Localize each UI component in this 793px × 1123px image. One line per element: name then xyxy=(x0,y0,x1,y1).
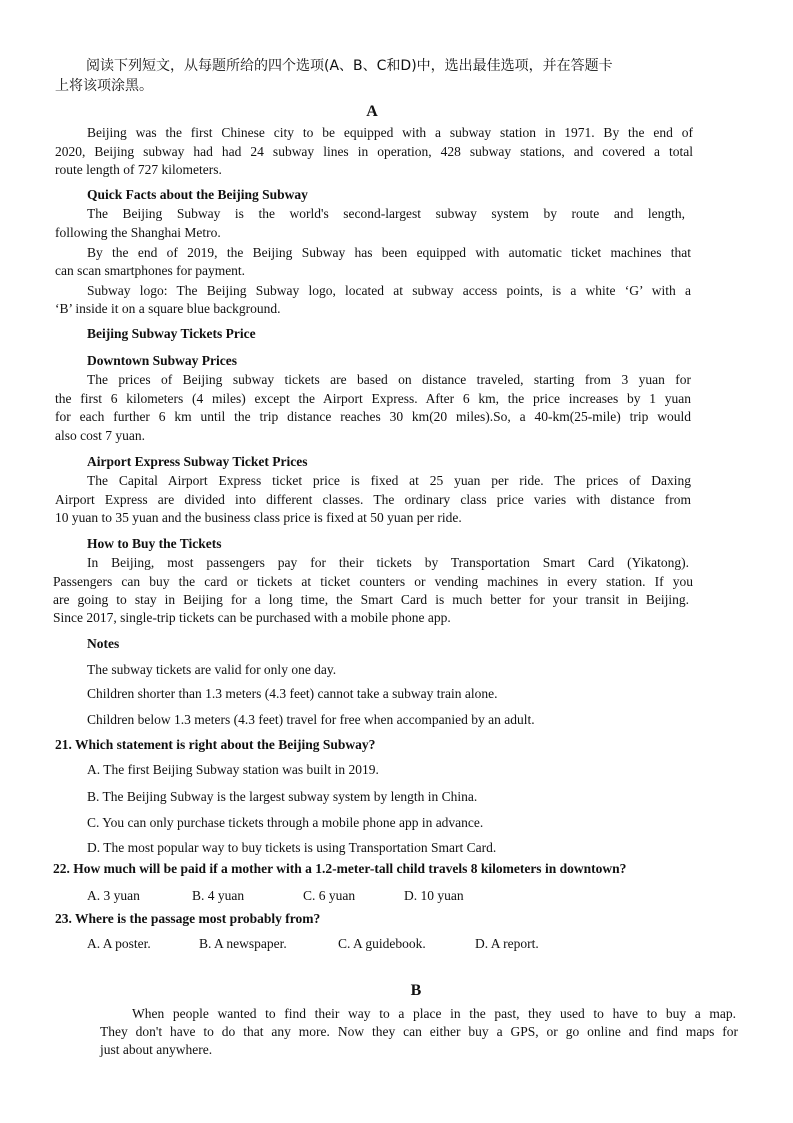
buy-line: In Beijing, most passengers pay for their tickets by Transportation Smart Card (Yikatong). xyxy=(87,555,689,570)
quick-facts-line: Subway logo: The Beijing Subway logo, located at subway access points, is a white ‘G’ with a xyxy=(87,283,691,298)
airport-line: 10 yuan to 35 yuan and the business class price is fixed at 50 yuan per ride. xyxy=(55,510,462,525)
quick-facts-line: can scan smartphones for payment. xyxy=(55,263,246,278)
question-22-option-a: A. 3 yuan xyxy=(87,888,140,903)
instructions-line-1: 阅读下列短文，从每题所给的四个选项(A、B、C和D)中，选出最佳选项，并在答题卡 xyxy=(86,58,613,74)
question-21-option-c: C. You can only purchase tickets through a mobile phone app in advance. xyxy=(87,815,484,830)
quick-facts-line: following the Shanghai Metro. xyxy=(55,225,221,240)
intro-line: Beijing was the first Chinese city to be equipped with a subway station in 1971. By the end of xyxy=(87,125,693,140)
question-22-option-c: C. 6 yuan xyxy=(303,888,356,903)
section-b-line: When people wanted to find their way to a place in the past, they used to have to buy a map. xyxy=(132,1006,736,1021)
downtown-line: The prices of Beijing subway tickets are based on distance traveled, starting from 3 yuan for xyxy=(87,372,691,387)
airport-heading: Airport Express Subway Ticket Prices xyxy=(87,454,308,469)
buy-heading: How to Buy the Tickets xyxy=(87,536,222,551)
section-b-line: just about anywhere. xyxy=(100,1042,213,1057)
downtown-heading: Downtown Subway Prices xyxy=(87,353,238,368)
intro-line: 2020, Beijing subway had had 24 subway lines in operation, 428 subway stations, and covered a total xyxy=(55,144,693,159)
section-b-title: B xyxy=(410,982,422,999)
intro-line: route length of 727 kilometers. xyxy=(55,162,222,177)
question-23-option-d: D. A report. xyxy=(475,936,539,951)
quick-facts-line: By the end of 2019, the Beijing Subway has been equipped with automatic ticket machines that xyxy=(87,245,691,260)
section-b-line: They don't have to do that any more. Now they can either buy a GPS, or go online and find maps for xyxy=(100,1024,738,1039)
quick-facts-line: The Beijing Subway is the world's second-largest subway system by route and length, xyxy=(87,206,685,221)
tickets-price-heading: Beijing Subway Tickets Price xyxy=(87,326,256,341)
question-23-option-c: C. A guidebook. xyxy=(338,936,426,951)
downtown-line: the first 6 kilometers (4 miles) except the Airport Express. After 6 km, the price increases by 1 yuan xyxy=(55,391,691,406)
section-a-title: A xyxy=(366,103,378,120)
note-item: Children shorter than 1.3 meters (4.3 feet) cannot take a subway train alone. xyxy=(87,686,498,701)
airport-line: Airport Express are divided into different classes. The ordinary class price varies with distance from xyxy=(55,492,691,507)
downtown-line: also cost 7 yuan. xyxy=(55,428,145,443)
note-item: The subway tickets are valid for only one day. xyxy=(87,662,337,677)
question-21-option-b: B. The Beijing Subway is the largest subway system by length in China. xyxy=(87,789,478,804)
question-21-option-d: D. The most popular way to buy tickets is using Transportation Smart Card. xyxy=(87,840,497,855)
airport-line: The Capital Airport Express ticket price is fixed at 25 yuan per ride. The prices of Daxing xyxy=(87,473,691,488)
quick-facts-line: ‘B’ inside it on a square blue background. xyxy=(55,301,281,316)
question-23-option-b: B. A newspaper. xyxy=(199,936,287,951)
buy-line: are going to stay in Beijing for a long time, the Smart Card is much better for your transit in Beijing. xyxy=(53,592,689,607)
question-22-stem: 22. How much will be paid if a mother with a 1.2-meter-tall child travels 8 kilometers in downtown? xyxy=(53,861,627,876)
question-23-option-a: A. A poster. xyxy=(87,936,151,951)
buy-line: Passengers can buy the card or tickets at ticket counters or vending machines in every station. If you xyxy=(53,574,693,589)
quick-facts-heading: Quick Facts about the Beijing Subway xyxy=(87,187,308,202)
question-23-stem: 23. Where is the passage most probably from? xyxy=(55,911,321,926)
question-21-option-a: A. The first Beijing Subway station was built in 2019. xyxy=(87,762,379,777)
buy-line: Since 2017, single-trip tickets can be purchased with a mobile phone app. xyxy=(53,610,451,625)
note-item: Children below 1.3 meters (4.3 feet) travel for free when accompanied by an adult. xyxy=(87,712,535,727)
question-22-option-b: B. 4 yuan xyxy=(192,888,245,903)
instructions-line-2: 上将该项涂黑。 xyxy=(55,78,153,94)
question-21-stem: 21. Which statement is right about the Beijing Subway? xyxy=(55,737,376,752)
question-22-option-d: D. 10 yuan xyxy=(404,888,464,903)
downtown-line: for each further 6 km until the trip distance reaches 30 km(20 miles).So, a 40-km(25-mile) trip would xyxy=(55,409,691,424)
notes-heading: Notes xyxy=(87,636,120,651)
